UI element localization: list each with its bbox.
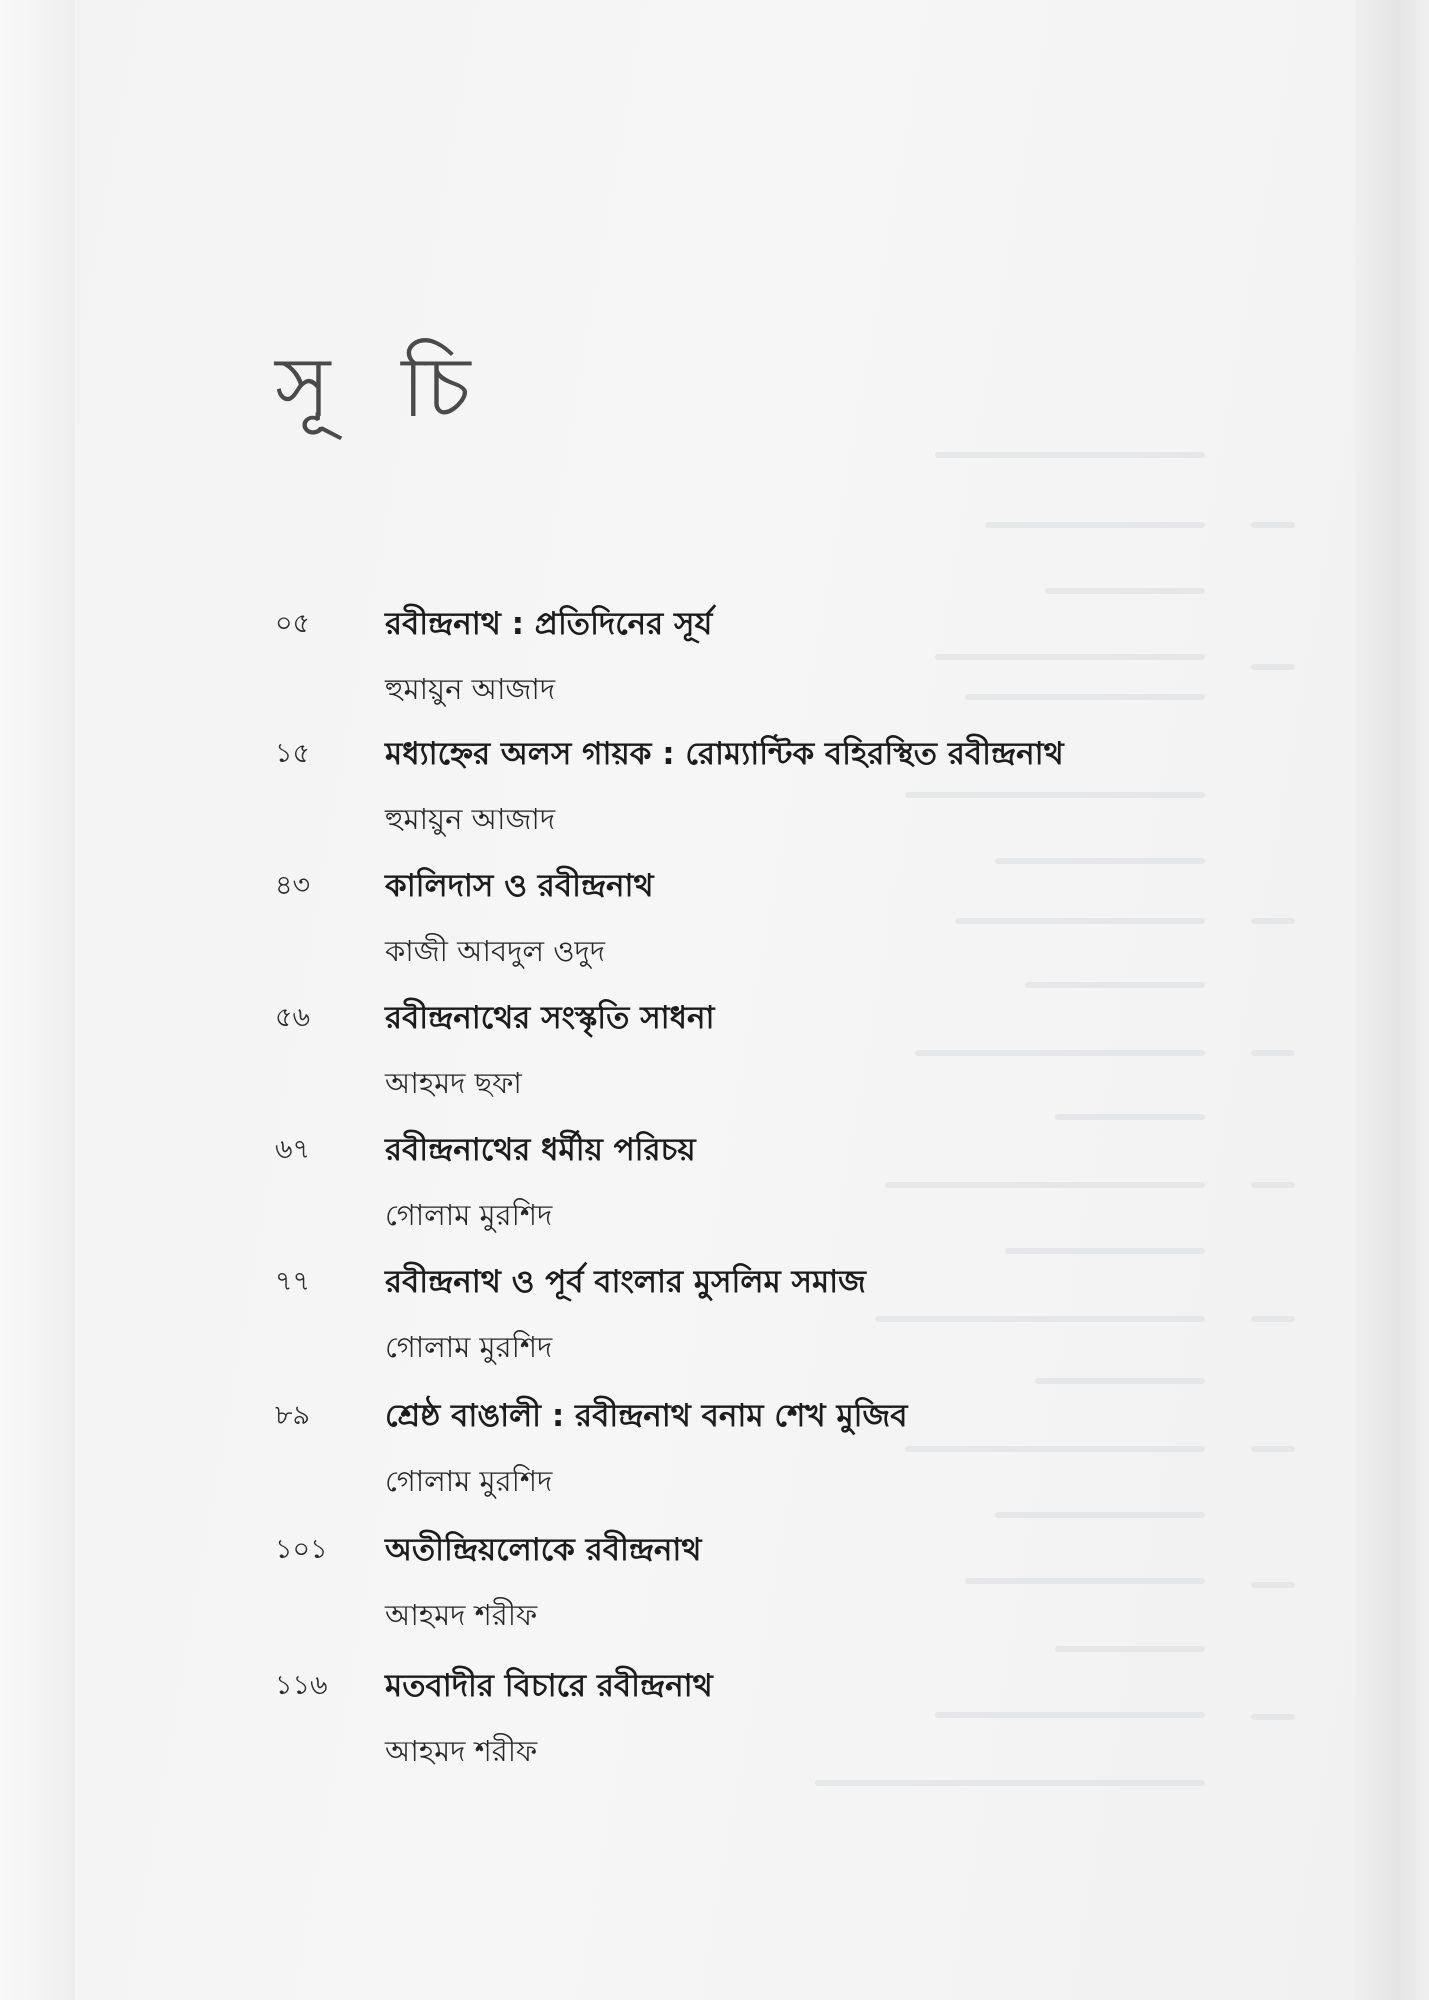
toc-entry[interactable]: [75, 734, 1355, 864]
toc-essay-title: রবীন্দ্রনাথের ধর্মীয় পরিচয়: [385, 1132, 696, 1168]
toc-essay-author: গোলাম মুরশিদ: [385, 1198, 553, 1232]
toc-essay-author: হুমায়ুন আজাদ: [385, 802, 556, 836]
toc-entry[interactable]: [75, 866, 1355, 996]
toc-essay-author: আহমদ শরীফ: [385, 1734, 538, 1768]
table-of-contents: [75, 0, 1355, 2000]
toc-page-number: ১৫: [275, 738, 311, 769]
toc-essay-title: মতবাদীর বিচারে রবীন্দ্রনাথ: [385, 1668, 713, 1704]
toc-page-number: ১১৬: [275, 1670, 328, 1701]
toc-entry[interactable]: [75, 998, 1355, 1128]
page-margin-left: [0, 0, 75, 2000]
toc-entry[interactable]: [75, 604, 1355, 734]
toc-entry[interactable]: [75, 1666, 1355, 1796]
toc-essay-title: অতীন্দ্রিয়লোকে রবীন্দ্রনাথ: [385, 1532, 702, 1568]
book-page: [75, 0, 1355, 2000]
page-margin-right: [1355, 0, 1429, 2000]
toc-essay-author: কাজী আবদুল ওদুদ: [385, 934, 606, 968]
toc-essay-author: গোলাম মুরশিদ: [385, 1464, 553, 1498]
toc-entry[interactable]: [75, 1396, 1355, 1526]
toc-entry[interactable]: [75, 1130, 1355, 1260]
toc-essay-author: আহমদ ছফা: [385, 1066, 522, 1100]
toc-page-number: ৪৩: [275, 870, 311, 901]
toc-page-number: ৫৬: [275, 1002, 311, 1033]
contents-heading: সূ চি: [275, 338, 493, 436]
toc-essay-author: গোলাম মুরশিদ: [385, 1330, 553, 1364]
toc-essay-title: কালিদাস ও রবীন্দ্রনাথ: [385, 868, 654, 904]
toc-essay-author: আহমদ শরীফ: [385, 1598, 538, 1632]
toc-essay-author: হুমায়ুন আজাদ: [385, 672, 556, 706]
toc-page-number: ১০১: [275, 1534, 328, 1565]
toc-page-number: ০৫: [275, 608, 311, 639]
toc-essay-title: শ্রেষ্ঠ বাঙালী : রবীন্দ্রনাথ বনাম শেখ মুজিব: [385, 1398, 908, 1434]
toc-page-number: ৭৭: [275, 1266, 311, 1297]
toc-essay-title: রবীন্দ্রনাথ : প্রতিদিনের সূর্য: [385, 606, 713, 642]
toc-essay-title: রবীন্দ্রনাথ ও পূর্ব বাংলার মুসলিম সমাজ: [385, 1264, 866, 1300]
toc-essay-title: মধ্যাহ্নের অলস গায়ক : রোম্যান্টিক বহিরস্থিত রবীন্দ্রনাথ: [385, 736, 1064, 772]
toc-essay-title: রবীন্দ্রনাথের সংস্কৃতি সাধনা: [385, 1000, 715, 1036]
toc-entry[interactable]: [75, 1262, 1355, 1392]
toc-page-number: ৮৯: [275, 1400, 311, 1431]
toc-page-number: ৬৭: [275, 1134, 311, 1165]
toc-entry[interactable]: [75, 1530, 1355, 1660]
